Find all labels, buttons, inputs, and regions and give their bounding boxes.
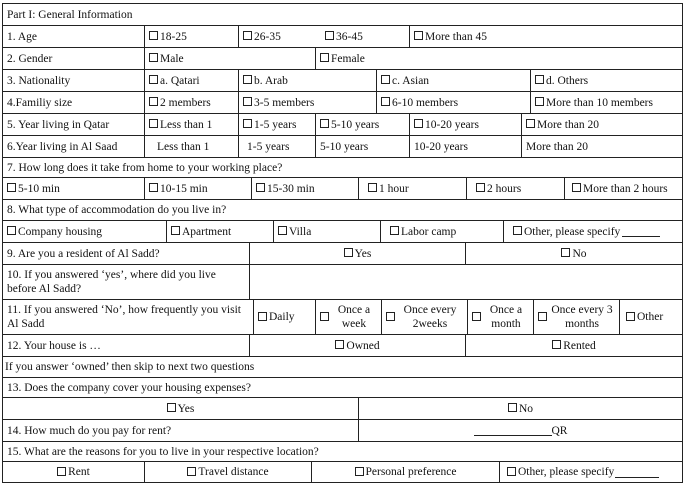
family-size-label: 4.Familiy size [7, 96, 73, 109]
reasons-question-row [3, 442, 682, 462]
nationality-option-1[interactable]: a. Qatari [144, 70, 238, 91]
checkbox-icon[interactable] [57, 467, 66, 476]
years-alsaad-row [3, 136, 682, 158]
checkbox-icon[interactable] [355, 467, 364, 476]
company-cover-option-yes[interactable]: Yes [3, 398, 358, 419]
accommodation-options-row [3, 221, 682, 243]
q10-label: 10. If you answered ‘yes’, where did you live before Al Sadd? [7, 269, 216, 295]
house-option-rented[interactable]: Rented [465, 335, 682, 356]
accommodation-option-1[interactable]: Company housing [3, 221, 166, 242]
age-option-4[interactable]: More than 45 [409, 26, 682, 47]
gender-option-male[interactable]: Male [144, 48, 315, 69]
age-row [3, 26, 682, 48]
checkbox-icon[interactable] [258, 312, 267, 321]
age-option-2[interactable]: 26-35 [238, 26, 409, 47]
checkbox-icon[interactable] [414, 31, 423, 40]
checkbox-icon[interactable] [7, 226, 16, 235]
family-size-option-4[interactable]: More than 10 members [530, 92, 682, 113]
checkbox-icon[interactable] [538, 312, 547, 321]
checkbox-icon[interactable] [320, 53, 329, 62]
gender-option-female[interactable]: Female [315, 48, 682, 69]
checkbox-icon[interactable] [187, 467, 196, 476]
family-size-row [3, 92, 682, 114]
checkbox-icon[interactable] [256, 183, 265, 192]
gender-label: 2. Gender [7, 52, 53, 65]
commute-option-2[interactable]: 10-15 min [144, 178, 251, 199]
resident-row [3, 243, 682, 265]
company-cover-question-row [3, 378, 682, 398]
checkbox-icon[interactable] [344, 248, 353, 257]
accommodation-label: 8. What type of accommodation do you live in? [7, 204, 227, 216]
commute-options-row [3, 178, 682, 200]
q11-label: 11. If you answered ‘No’, how frequently you visit Al Sadd [7, 304, 241, 330]
checkbox-icon[interactable] [149, 97, 158, 106]
reasons-option-1[interactable]: Rent [3, 462, 144, 482]
house-option-owned[interactable]: Owned [249, 335, 465, 356]
years-qatar-option-2[interactable]: 1-5 years [238, 114, 315, 135]
checkbox-icon[interactable] [243, 119, 252, 128]
q11-option-4[interactable]: Once a month [467, 300, 533, 334]
years-qatar-option-1[interactable]: Less than 1 [144, 114, 238, 135]
checkbox-icon[interactable] [243, 31, 252, 40]
checkbox-icon[interactable] [149, 75, 158, 84]
years-alsaad-option-4[interactable]: 10-20 years [409, 136, 521, 157]
rent-amount-field[interactable] [358, 420, 682, 441]
checkbox-icon[interactable] [535, 75, 544, 84]
checkbox-icon[interactable] [507, 467, 516, 476]
skip-note-row [3, 357, 682, 378]
q10-answer-field[interactable] [249, 265, 682, 299]
resident-label: 9. Are you a resident of Al Sadd? [7, 247, 160, 260]
checkbox-icon[interactable] [381, 75, 390, 84]
checkbox-icon[interactable] [320, 119, 329, 128]
commute-option-5[interactable]: 2 hours [466, 178, 564, 199]
nationality-label: 3. Nationality [7, 74, 71, 87]
years-qatar-row [3, 114, 682, 136]
checkbox-icon[interactable] [243, 97, 252, 106]
reasons-option-2[interactable]: Travel distance [144, 462, 311, 482]
specify-blank[interactable] [615, 467, 659, 478]
gender-row [3, 48, 682, 70]
q11-option-2[interactable]: Once a week [315, 300, 381, 334]
years-alsaad-option-3[interactable]: 5-10 years [315, 136, 409, 157]
part-title: Part I: General Information [7, 8, 133, 21]
family-size-option-1[interactable]: 2 members [144, 92, 238, 113]
resident-option-yes[interactable]: Yes [249, 243, 465, 264]
specify-blank[interactable] [622, 226, 660, 237]
q11-row [3, 300, 682, 335]
years-alsaad-option-2[interactable]: 1-5 years [238, 136, 315, 157]
company-cover-options-row [3, 398, 682, 420]
age-label: 1. Age [7, 30, 38, 43]
checkbox-icon[interactable] [278, 226, 287, 235]
commute-option-4[interactable]: 1 hour [358, 178, 466, 199]
years-qatar-label: 5. Year living in Qatar [7, 118, 110, 131]
checkbox-icon[interactable] [552, 340, 561, 349]
years-alsaad-label: 6.Year living in Al Saad [7, 140, 118, 153]
rent-row [3, 420, 682, 442]
reasons-option-4[interactable]: Other, please specify [499, 462, 682, 482]
nationality-option-3[interactable]: c. Asian [376, 70, 530, 91]
commute-option-6[interactable]: More than 2 hours [564, 178, 682, 199]
age-option-1[interactable]: 18-25 [144, 26, 238, 47]
checkbox-icon[interactable] [414, 119, 423, 128]
family-size-option-3[interactable]: 6-10 members [376, 92, 530, 113]
checkbox-icon[interactable] [476, 183, 485, 192]
reasons-label: 15. What are the reasons for you to live in your respective location? [7, 445, 319, 458]
checkbox-icon[interactable] [335, 340, 344, 349]
checkbox-icon[interactable] [526, 119, 535, 128]
rent-label: 14. How much do you pay for rent? [7, 424, 172, 437]
checkbox-icon[interactable] [535, 97, 544, 106]
family-size-option-2[interactable]: 3-5 members [238, 92, 376, 113]
checkbox-icon[interactable] [243, 75, 252, 84]
skip-note: If you answer ‘owned’ then skip to next two questions [5, 361, 255, 373]
checkbox-icon[interactable] [368, 183, 377, 192]
checkbox-icon[interactable] [325, 31, 334, 40]
years-qatar-option-3[interactable]: 5-10 years [315, 114, 409, 135]
checkbox-icon[interactable] [472, 312, 481, 321]
commute-question-row [3, 158, 682, 178]
accommodation-option-3[interactable]: Villa [273, 221, 380, 242]
years-qatar-option-5[interactable]: More than 20 [521, 114, 682, 135]
commute-option-1[interactable]: 5-10 min [3, 178, 144, 199]
commute-option-3[interactable]: 15-30 min [251, 178, 358, 199]
checkbox-icon[interactable] [149, 31, 158, 40]
company-cover-option-no[interactable]: No [358, 398, 682, 419]
checkbox-icon[interactable] [513, 226, 522, 235]
checkbox-icon[interactable] [508, 403, 517, 412]
years-alsaad-option-5[interactable]: More than 20 [521, 136, 682, 157]
checkbox-icon[interactable] [149, 183, 158, 192]
reasons-option-3[interactable]: Personal preference [311, 462, 499, 482]
checkbox-icon[interactable] [381, 97, 390, 106]
questionnaire-form [2, 3, 683, 483]
nationality-option-2[interactable]: b. Arab [238, 70, 376, 91]
q11-option-1[interactable]: Daily [253, 300, 315, 334]
reasons-options-row [3, 462, 682, 482]
house-label: 12. Your house is … [7, 339, 101, 352]
checkbox-icon[interactable] [390, 226, 399, 235]
checkbox-icon[interactable] [171, 226, 180, 235]
checkbox-icon[interactable] [167, 403, 176, 412]
checkbox-icon[interactable] [572, 183, 581, 192]
q11-option-5[interactable]: Once every 3 months [533, 300, 619, 334]
rent-unit: QR [551, 424, 568, 437]
q11-option-6[interactable]: Other [619, 300, 682, 334]
nationality-row [3, 70, 682, 92]
commute-label: 7. How long does it take from home to your working place? [7, 161, 283, 174]
checkbox-icon[interactable] [386, 312, 395, 321]
part-title-row [3, 4, 682, 26]
checkbox-icon[interactable] [149, 53, 158, 62]
checkbox-icon[interactable] [149, 119, 158, 128]
company-cover-label: 13. Does the company cover your housing expenses? [7, 381, 251, 394]
q11-option-3[interactable]: Once every 2weeks [381, 300, 467, 334]
q10-row [3, 265, 682, 300]
accommodation-option-4[interactable]: Labor camp [380, 221, 503, 242]
checkbox-icon[interactable] [626, 312, 635, 321]
age-option-3[interactable]: 36-45 [321, 26, 409, 47]
checkbox-icon[interactable] [7, 183, 16, 192]
checkbox-icon[interactable] [561, 248, 570, 257]
accommodation-question-row [3, 200, 682, 221]
accommodation-option-5[interactable]: Other, please specify [503, 221, 682, 242]
years-qatar-option-4[interactable]: 10-20 years [409, 114, 521, 135]
rent-blank[interactable] [474, 425, 552, 436]
resident-option-no[interactable]: No [465, 243, 682, 264]
nationality-option-4[interactable]: d. Others [530, 70, 682, 91]
years-alsaad-option-1[interactable]: Less than 1 [144, 136, 238, 157]
house-row [3, 335, 682, 357]
accommodation-option-2[interactable]: Apartment [166, 221, 273, 242]
checkbox-icon[interactable] [320, 312, 329, 321]
